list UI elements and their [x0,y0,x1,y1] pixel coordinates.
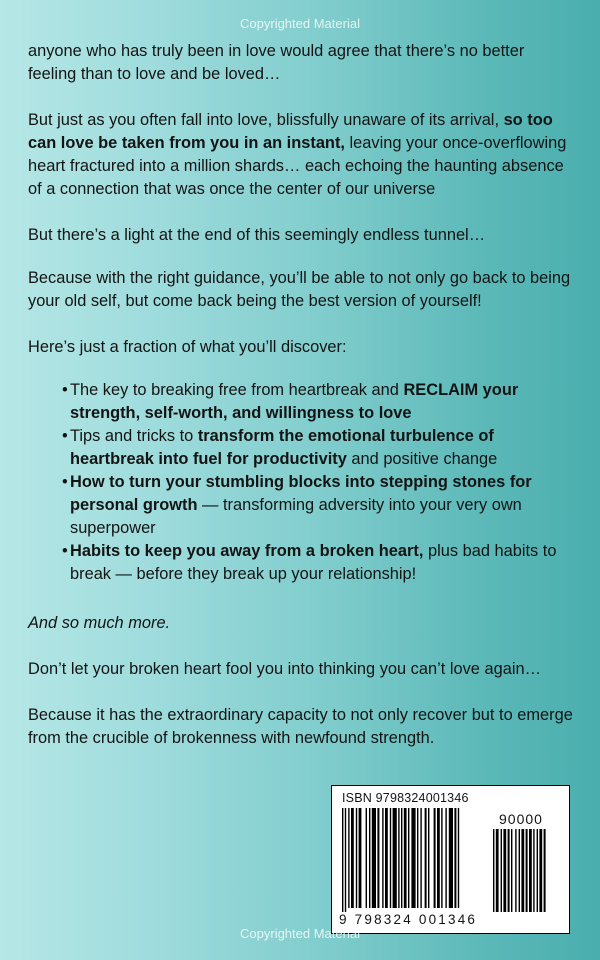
paragraph-3: But there’s a light at the end of this seemingly endless tunnel… [28,226,486,244]
list-item: • How to turn your stumbling blocks into stepping stones for personal growth — transforming adversity into your very own superpower [62,471,574,540]
list-item: • The key to breaking free from heartbreak and RECLAIM your strength, self-worth, and willingness to love [62,379,574,425]
watermark-top: Copyrighted Material [240,16,360,31]
ean-digits: 9 798324 001346 [339,912,478,927]
price-code: 90000 [499,811,543,827]
discover-list [28,379,574,586]
paragraph-4: Because with the right guidance, you’ll be able to not only go back to being your old self, but come back being the best version of yourself! [28,269,571,310]
list-item: • Tips and tricks to transform the emotional turbulence of heartbreak into fuel for productivity and positive change [62,425,574,471]
paragraph-2-bold: so too can love be taken from you in an instant, [28,111,553,152]
paragraph-8: Because it has the extraordinary capacity to not only recover but to emerge from the crucible of brokenness with newfound strength. [28,706,573,747]
addon-barcode-bars [493,829,561,912]
ean-barcode-bars [342,808,487,912]
blurb-text [28,40,574,773]
paragraph-1: anyone who has truly been in love would agree that there’s no better feeling than to love and be loved… [28,42,525,83]
paragraph-5: Here’s just a fraction of what you’ll discover: [28,338,347,356]
paragraph-2: But just as you often fall into love, blissfully unaware of its arrival, so too can love be taken from you in an instant, leaving your once-overflowing heart fractured into a million shards… each echoing the haunting absence of a connection that was once the center of our universe [28,111,567,198]
list-item: • Habits to keep you away from a broken heart, plus bad habits to break — before they break up your relationship! [62,540,574,586]
paragraph-7: Don’t let your broken heart fool you into thinking you can’t love again… [28,660,541,678]
watermark-bottom: Copyrighted Material [240,926,360,941]
isbn-barcode [331,785,570,934]
paragraph-6: And so much more. [28,614,171,632]
isbn-label: ISBN 9798324001346 [342,791,469,805]
